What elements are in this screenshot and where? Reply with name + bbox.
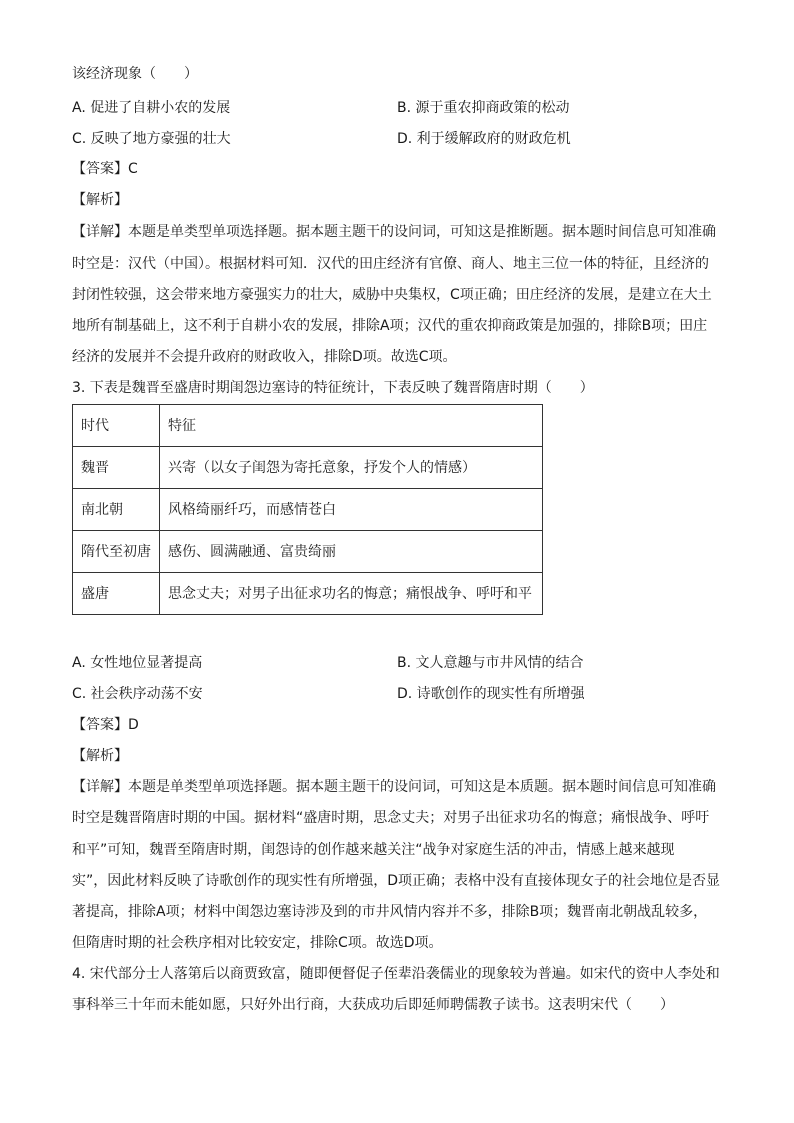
q3-analysis-line: 和平”可知，魏晋至隋唐时期，闺怨诗的创作越来越关注“战争对家庭生活的冲击，情感上越来越现 (72, 842, 675, 858)
q3-analysis-line: 实”，因此材料反映了诗歌创作的现实性有所增强，D项正确；表格中没有直接体现女子的社会地位是否显 (72, 873, 721, 889)
q3-analysis-line: 【详解】本题是单类型单项选择题。据本题主题干的设问词，可知这是本质题。据本题时间信息可知准确 (72, 779, 716, 795)
table-cell-feature: 思念丈夫；对男子出征求功名的悔意；痛恨战争、呼吁和平 (160, 573, 543, 615)
table-row (73, 489, 543, 531)
q2-answer: 【答案】C (72, 161, 138, 177)
table-header-cell: 特征 (160, 405, 543, 447)
table-row (73, 573, 543, 615)
q4-stem-line: 4. 宋代部分士人落第后以商贾致富，随即便督促子侄辈沿袭儒业的现象较为普遍。如宋代的资中人李处和 (72, 966, 720, 982)
q3-analysis-line: 著提高，排除A项；材料中闺怨边塞诗涉及到的市井风情内容并不多，排除B项；魏晋南北朝战乱较多， (72, 904, 708, 920)
table-header-row (73, 405, 543, 447)
q2-option-a: A. 促进了自耕小农的发展 (72, 100, 231, 116)
table-cell-feature: 风格绮丽纤巧，而感情苍白 (160, 489, 543, 531)
q3-answer: 【答案】D (72, 717, 139, 733)
table-cell-feature: 兴寄（以女子闺怨为寄托意象，抒发个人的情感） (160, 447, 543, 489)
q2-analysis-line: 封闭性较强，这会带来地方豪强实力的壮大，威胁中央集权，C项正确；田庄经济的发展，是建立在大土 (72, 287, 712, 303)
q2-option-b: B. 源于重农抑商政策的松动 (397, 100, 570, 116)
q3-option-b: B. 文人意趣与市井风情的结合 (397, 655, 584, 671)
q2-analysis-line: 【详解】本题是单类型单项选择题。据本题主题干的设问词，可知这是推断题。据本题时间信息可知准确 (72, 224, 716, 240)
q2-analysis-title: 【解析】 (72, 192, 128, 208)
table-cell-feature: 感伤、圆满融通、富贵绮丽 (160, 531, 543, 573)
q2-analysis-line: 地所有制基础上，这不利于自耕小农的发展，排除A项；汉代的重农抑商政策是加强的，排除B项；田庄 (72, 318, 708, 334)
table-cell-era: 隋代至初唐 (73, 531, 160, 573)
q3-option-c: C. 社会秩序动荡不安 (72, 686, 203, 702)
table-cell-era: 南北朝 (73, 489, 160, 531)
q3-option-a: A. 女性地位显著提高 (72, 655, 203, 671)
q3-stem: 3. 下表是魏晋至盛唐时期闺怨边塞诗的特征统计，下表反映了魏晋隋唐时期（ ） (72, 380, 594, 396)
q4-stem-line: 事科举三十年而未能如愿，只好外出行商，大获成功后即延师聘儒教子读书。这表明宋代（ ） (72, 997, 674, 1013)
q2-option-c: C. 反映了地方豪强的壮大 (72, 131, 231, 147)
q2-analysis-line: 时空是：汉代（中国）。根据材料可知．汉代的田庄经济有官僚、商人、地主三位一体的特征，且经济的 (72, 256, 709, 272)
q3-analysis-line: 时空是魏晋隋唐时期的中国。据材料“盛唐时期，思念丈夫；对男子出征求功名的悔意；痛恨战争、呼吁 (72, 810, 710, 826)
q2-analysis-line: 经济的发展并不会提升政府的财政收入，排除D项。故选C项。 (72, 349, 457, 365)
q3-option-d: D. 诗歌创作的现实性有所增强 (397, 686, 585, 702)
q3-feature-table (72, 404, 543, 615)
q3-analysis-line: 但隋唐时期的社会秩序相对比较安定，排除C项。故选D项。 (72, 935, 443, 951)
table-row (73, 531, 543, 573)
table-cell-era: 盛唐 (73, 573, 160, 615)
table-cell-era: 魏晋 (73, 447, 160, 489)
table-row (73, 447, 543, 489)
q2-stem-end: 该经济现象（ ） (72, 66, 198, 82)
q3-analysis-title: 【解析】 (72, 748, 128, 764)
table-header-cell: 时代 (73, 405, 160, 447)
q2-option-d: D. 利于缓解政府的财政危机 (397, 131, 571, 147)
